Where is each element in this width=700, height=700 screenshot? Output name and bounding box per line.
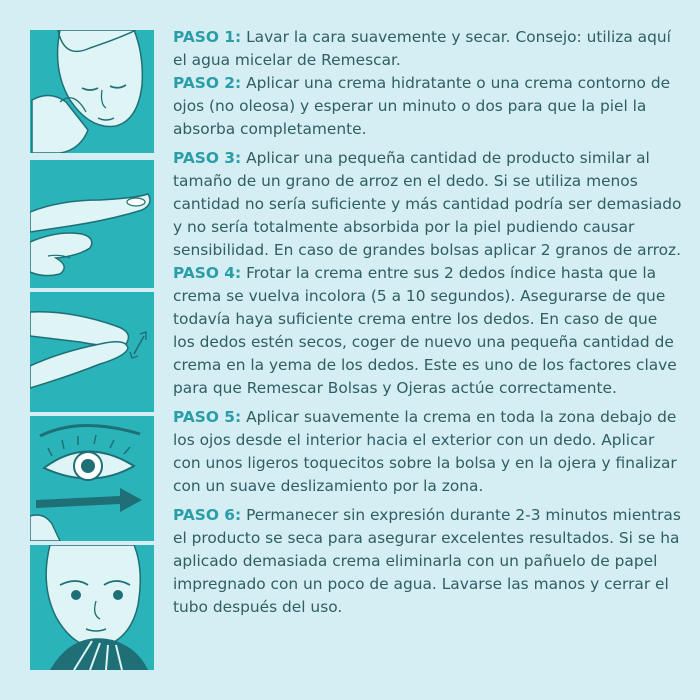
step-6	[173, 504, 683, 619]
finger-with-cream-illustration	[30, 160, 154, 288]
steps-list	[173, 26, 683, 619]
woman-cleansing-face-illustration	[30, 30, 154, 153]
step-4-text: Frotar la crema entre sus 2 dedos índice hasta que la crema se vuelva incolora (5 a 10 segundos). Asegurarse de que todavía haya suficiente crema entre los dedos. En caso de que los dedos estén secos, coger de nuevo una pequeña cantidad de crema en la yema de los dedos. Este es uno de los factores clave para que Remescar Bolsas y Ojeras actúe correctamente.	[173, 264, 677, 397]
fingertips-rubbing-cream-icon	[30, 292, 154, 412]
step-5-text: Aplicar suavemente la crema en toda la zona debajo de los ojos desde el interior hacia el exterior con un dedo. Aplicar con unos ligeros toquecitos sobre la bolsa y en la ojera y finalizar con un suave deslizamiento por la zona.	[173, 408, 677, 495]
woman-cleansing-face-icon	[30, 30, 154, 153]
step-2	[173, 72, 683, 141]
fingertips-rubbing-cream-illustration	[30, 292, 154, 412]
woman-relaxed-face-illustration	[30, 545, 154, 670]
step-2-text: Aplicar una crema hidratante o una crema contorno de ojos (no oleosa) y esperar un minuto o dos para que la piel la absorba completamente.	[173, 74, 671, 138]
step-3	[173, 147, 683, 262]
step-1	[173, 26, 683, 72]
step-6-label: PASO 6:	[173, 506, 242, 524]
step-1-text: Lavar la cara suavemente y secar. Consejo: utiliza aquí el agua micelar de Remescar.	[173, 28, 671, 69]
eye-under-eye-application-illustration	[30, 416, 154, 541]
woman-relaxed-face-icon	[30, 545, 154, 670]
finger-with-cream-icon	[30, 160, 154, 288]
step-4	[173, 262, 683, 400]
step-3-text: Aplicar una pequeña cantidad de producto similar al tamaño de un grano de arroz en el dedo. Si se utiliza menos cantidad no sería suficiente y más cantidad podría ser demasiado y no sería totalmente absorbida por la piel pudiendo causar sensibilidad. En caso de grandes bolsas aplicar 2 granos de arroz.	[173, 149, 682, 259]
step-2-label: PASO 2:	[173, 74, 242, 92]
step-4-label: PASO 4:	[173, 264, 242, 282]
step-6-text: Permanecer sin expresión durante 2-3 minutos mientras el producto se seca para asegurar excelentes resultados. Si se ha aplicado demasiada crema eliminarla con un pañuelo de papel impregnado con un poco de agua. Lavarse las manos y cerrar el tubo después del uso.	[173, 506, 681, 616]
step-5-label: PASO 5:	[173, 408, 242, 426]
step-1-label: PASO 1:	[173, 28, 242, 46]
step-3-label: PASO 3:	[173, 149, 242, 167]
step-5	[173, 406, 683, 498]
eye-under-eye-application-icon	[30, 416, 154, 541]
